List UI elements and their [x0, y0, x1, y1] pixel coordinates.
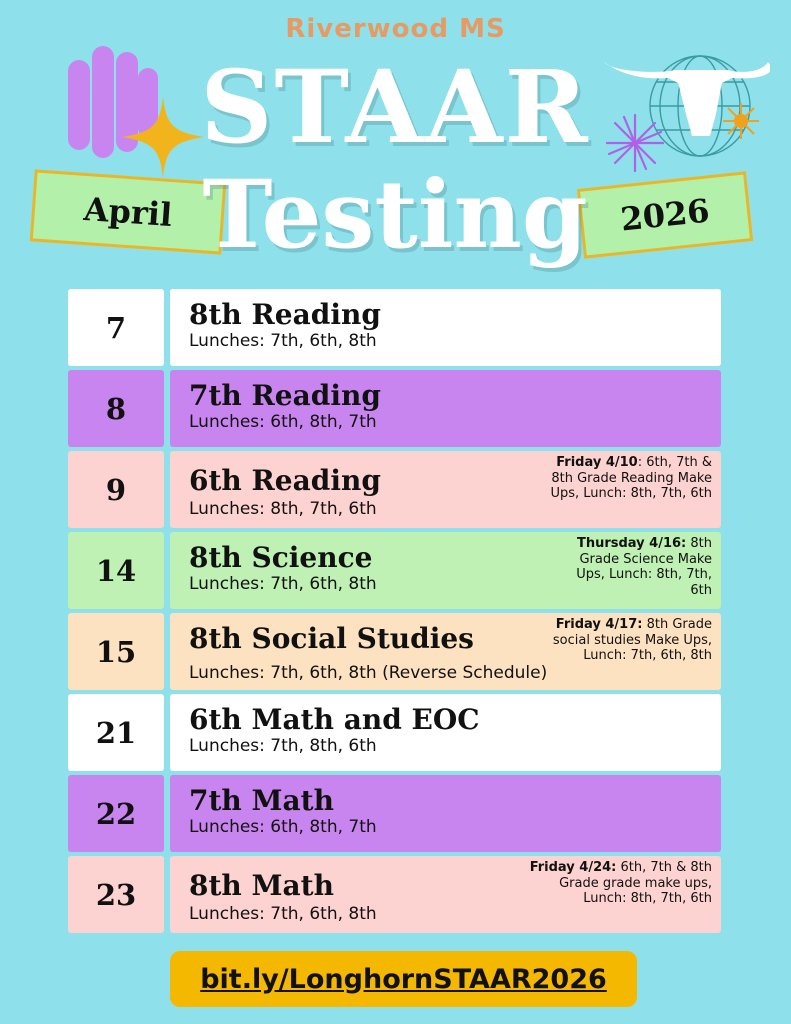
makeup-note — [532, 455, 712, 502]
lunch-order: Lunches: 7th, 6th, 8th — [189, 904, 377, 924]
makeup-date: Friday 4/24: — [529, 860, 617, 875]
subject-title: 6th Reading — [189, 464, 381, 497]
lunch-order: Lunches: 7th, 8th, 6th — [189, 736, 377, 756]
day-cell: 21 — [68, 694, 164, 771]
day-cell: 7 — [68, 289, 164, 366]
info-cell — [170, 532, 721, 609]
lunch-order: Lunches: 6th, 8th, 7th — [189, 412, 377, 432]
schedule-row — [68, 613, 721, 690]
school-name: Riverwood MS — [285, 14, 506, 44]
info-cell — [170, 451, 721, 528]
makeup-date: Thursday 4/16: — [576, 536, 687, 551]
makeup-text: 6th, 7th & 8th Grade grade make ups, Lunch: 8th, 7th, 6th — [559, 860, 712, 906]
subject-title: 7th Reading — [189, 379, 381, 412]
year-label: 2026 — [618, 191, 712, 239]
title-testing: Testing — [202, 160, 588, 270]
subject-title: 7th Math — [189, 784, 334, 817]
makeup-note — [530, 617, 712, 664]
day-cell: 22 — [68, 775, 164, 852]
year-tag — [577, 171, 753, 258]
day-cell: 15 — [68, 613, 164, 690]
subject-title: 8th Social Studies — [189, 622, 474, 655]
subject-title: 8th Science — [189, 541, 373, 574]
info-cell — [170, 289, 721, 366]
schedule-row — [68, 370, 721, 447]
schedule-row — [68, 289, 721, 366]
title-staar: STAAR — [200, 48, 590, 166]
lunch-order: Lunches: 7th, 6th, 8th — [189, 331, 377, 351]
day-cell: 8 — [68, 370, 164, 447]
schedule-row — [68, 532, 721, 609]
makeup-note — [516, 860, 712, 907]
subject-title: 6th Math and EOC — [189, 703, 480, 736]
info-cell — [170, 694, 721, 771]
lunch-order: Lunches: 7th, 6th, 8th (Reverse Schedule) — [189, 663, 548, 683]
info-cell — [170, 370, 721, 447]
sun-icon — [722, 102, 760, 140]
info-cell — [170, 613, 721, 690]
makeup-text: : 6th, 7th & 8th Grade Reading Make Ups, Lunch: 8th, 7th, 6th — [550, 455, 712, 501]
info-cell — [170, 775, 721, 852]
lunch-order: Lunches: 6th, 8th, 7th — [189, 817, 377, 837]
makeup-note — [562, 536, 712, 598]
schedule-row — [68, 451, 721, 528]
schedule-row — [68, 775, 721, 852]
lunch-order: Lunches: 8th, 7th, 6th — [189, 499, 377, 519]
makeup-text: 8th Grade Science Make Ups, Lunch: 8th, 7th, 6th — [576, 536, 712, 598]
makeup-date: Friday 4/17: — [555, 617, 643, 632]
day-cell: 9 — [68, 451, 164, 528]
month-tag — [30, 169, 227, 254]
info-cell — [170, 856, 721, 933]
month-label: April — [82, 189, 174, 235]
schedule-row — [68, 694, 721, 771]
day-cell: 23 — [68, 856, 164, 933]
makeup-date: Friday 4/10 — [556, 455, 638, 470]
makeup-text: 8th Grade social studies Make Ups, Lunch: 7th, 6th, 8th — [552, 617, 712, 663]
lunch-order: Lunches: 7th, 6th, 8th — [189, 574, 377, 594]
subject-title: 8th Math — [189, 869, 334, 902]
day-cell: 14 — [68, 532, 164, 609]
subject-title: 8th Reading — [189, 298, 381, 331]
schedule-row — [68, 856, 721, 933]
schedule-table — [68, 289, 721, 937]
staar-link[interactable]: bit.ly/LonghornSTAAR2026 — [170, 951, 637, 1007]
